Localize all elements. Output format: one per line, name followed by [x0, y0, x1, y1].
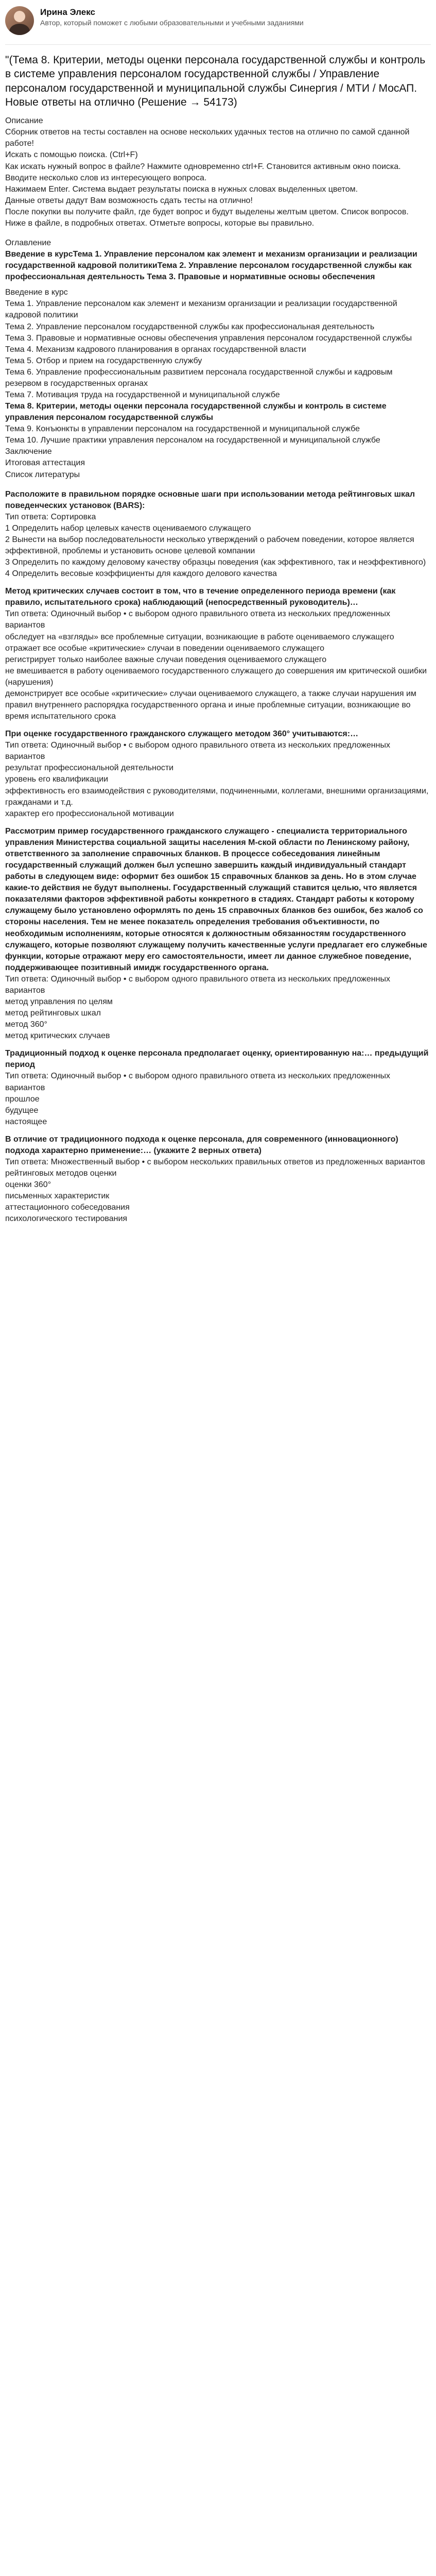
question-option: демонстрирует все особые «критические» случаи оцениваемого служащего, а также случаи нарушения им правил внутреннего распорядка государственного органа и иные проблемные ситуации, возникающие во время испытательного срока: [5, 689, 416, 721]
author-name[interactable]: Ирина Элекс: [40, 7, 95, 17]
question-item: [5, 1134, 431, 1225]
toc-section: [5, 238, 431, 481]
question-title: Расположите в правильном порядке основные шаги при использовании метода рейтинговых шкал поведенческих установок (BARS):: [5, 489, 415, 510]
toc-item: Список литературы: [5, 470, 80, 479]
toc-item-current: Тема 8. Критерии, методы оценки персонала государственной службы и контроль в системе управления персоналом государственной службы: [5, 402, 387, 422]
question-option: настоящее: [5, 1117, 47, 1126]
question-option: не вмешивается в работу оцениваемого государственного служащего до совершения им критической ошибки (нарушения): [5, 666, 427, 687]
question-title: В отличие от традиционного подхода к оценке персонала, для современного (инновационного) подхода характерно применение:… (укажите 2 верных ответа): [5, 1134, 398, 1155]
toc-item: Тема 4. Механизм кадрового планирования в органах государственной власти: [5, 345, 306, 354]
question-option: характер его профессиональной мотивации: [5, 809, 174, 818]
question-type: Тип ответа: Одиночный выбор • с выбором одного правильного ответа из нескольких предложенных вариантов: [5, 609, 390, 630]
author-description: Автор, который поможет с любыми образовательными и учебными заданиями: [40, 19, 304, 27]
question-item: [5, 586, 431, 722]
toc-item: Тема 6. Управление профессиональным развитием персонала государственной службы и кадровым резервом в государственных органах: [5, 367, 393, 388]
author-info: [40, 6, 431, 28]
question-option: будущее: [5, 1106, 39, 1115]
question-option: отражает все особые «критические» случаи в поведении оцениваемого служащего: [5, 643, 324, 653]
question-option: оценки 360°: [5, 1180, 51, 1190]
question-option: психологического тестирования: [5, 1214, 128, 1224]
question-option: метод 360°: [5, 1020, 47, 1029]
question-title: Рассмотрим пример государственного гражданского служащего - специалиста территориального управления Министерства социальной защиты населения М-ской области по Ленинскому району, ответственного за заполнение справочных бланков. В процессе собеседования линейным государственный служащий должен был успешно завершить каждый индивидуальный стандарт работы в следующем виде: оформит без ошибок 15 справочных бланков за день. Но в этом случае какие-то действия не будут выполнены. Государственный служащий ставится целью, что является показателями факторов эффективной работы конкретного в стадиях. Стандарт работы к которому служащему было установлено оформлять по день 15 справочных бланков без ошибок, без жалоб со стороны населения. Тем не менее показатель определения требования объективности, по необходимым исполнениям, которые относятся к должностным обязанностям государственного служащего, которые позволяют служащему получить качественные услуги предлагает его служебные функции, которые отражают меру его самостоятельности, имеет ли данное служебное поведение, поддерживающее позитивный имидж государственного органа.: [5, 826, 427, 972]
question-title: Метод критических случаев состоит в том, что в течение определенного периода времени (как правило, испытательного срока) наблюдающий (непосредственный руководитель)…: [5, 587, 396, 607]
toc-item: Итоговая аттестация: [5, 459, 85, 468]
description-line: После покупки вы получите файл, где будет вопрос и будут выделены желтым цветом. Список вопросов. Ниже в файле, в подробных ответах. Отметьте вопросы, которые вы правильно.: [5, 207, 409, 228]
question-item: [5, 1048, 431, 1128]
question-option: 2 Вынести на выбор последовательности несколько утверждений о рабочем поведении, которое является эффективной, проблемы и установить основе целевой компании: [5, 535, 414, 555]
toc-item: Тема 2. Управление персоналом государственной службы как профессиональная деятельность: [5, 322, 375, 331]
description-line: Данные ответы дадут Вам возможность сдать тесты на отлично!: [5, 196, 253, 205]
question-option: регистрирует только наиболее важные случаи поведения оцениваемого служащего: [5, 655, 327, 664]
question-option: метод критических случаев: [5, 1031, 110, 1041]
description-line: Как искать нужный вопрос в файле? Нажмите одновременно ctrl+F. Становится активным окно поиска. Вводите несколько слов из интересующего вопроса.: [5, 162, 401, 182]
description-line: Сборник ответов на тесты составлен на основе нескольких удачных тестов на отлично по самой сданной работе!: [5, 128, 410, 148]
question-type: Тип ответа: Одиночный выбор • с выбором одного правильного ответа из нескольких предложенных вариантов: [5, 741, 390, 761]
toc-item: Тема 10. Лучшие практики управления персоналом на государственной и муниципальной службе: [5, 436, 380, 445]
question-item: [5, 489, 431, 580]
question-option: письменных характеристик: [5, 1192, 110, 1201]
author-avatar[interactable]: [5, 6, 34, 35]
question-item: [5, 728, 431, 820]
questions-list: [5, 489, 431, 1225]
question-option: уровень его квалификации: [5, 775, 109, 784]
question-option: эффективность его взаимодействия с руководителями, подчиненными, коллегами, внешними организациями, гражданами и т.д.: [5, 786, 429, 807]
toc-item: Тема 9. Конъюнкты в управлении персоналом на государственной и муниципальной службе: [5, 425, 360, 434]
toc-item: Заключение: [5, 447, 52, 456]
question-option: рейтинговых методов оценки: [5, 1169, 117, 1178]
question-type: Тип ответа: Множественный выбор • с выбором нескольких правильных ответов из предложенных вариантов: [5, 1157, 425, 1166]
question-option: метод рейтинговых шкал: [5, 1009, 101, 1018]
question-option: 4 Определить весовые коэффициенты для каждого делового качества: [5, 569, 277, 579]
question-option: результат профессиональной деятельности: [5, 764, 174, 773]
question-option: прошлое: [5, 1094, 40, 1104]
document-title: "(Тема 8. Критерии, методы оценки персонала государственной службы и контроль в системе управления персоналом государственной службы / Управление персоналом государственной и муниципальной службы Синергия / МТИ / МосАП. Новые ответы на отлично (Решение → 54173): [5, 54, 426, 108]
toc-item: Введение в курс: [5, 288, 68, 297]
question-item: [5, 826, 431, 1042]
toc-label: Оглавление: [5, 238, 51, 247]
question-option: метод управления по целям: [5, 997, 113, 1006]
description-line: Искать с помощью поиска. (Ctrl+F): [5, 150, 138, 160]
question-type: Тип ответа: Сортировка: [5, 512, 96, 521]
author-header: [5, 4, 431, 45]
description-section: [5, 115, 431, 229]
description-label: Описание: [5, 116, 43, 126]
question-type: Тип ответа: Одиночный выбор • с выбором одного правильного ответа из нескольких предложенных вариантов: [5, 1072, 390, 1092]
question-option: 3 Определить по каждому деловому качеству образцы поведения (как эффективного, так и неэффективного): [5, 558, 426, 567]
description-line: Нажимаем Enter. Система выдает результаты поиска в нужных словах выделенных цветом.: [5, 184, 358, 194]
toc-item: Тема 1. Управление персоналом как элемент и механизм организации и реализации государственной кадровой политики: [5, 299, 397, 320]
question-option: аттестационного собеседования: [5, 1203, 130, 1212]
question-title: Традиционный подход к оценке персонала предполагает оценку, ориентированную на:… предыдущий период: [5, 1049, 429, 1070]
toc-intro: Введение в курсТема 1. Управление персоналом как элемент и механизм организации и реализации государственной кадровой политикиТема 2. Управление персоналом государственной службы как профессиональная деятельность Тема 3. Правовые и нормативные основы обеспечения: [5, 250, 417, 282]
toc-item: Тема 3. Правовые и нормативные основы обеспечения управления персоналом государственной службы: [5, 333, 412, 343]
question-option: обследует на «взгляды» все проблемные ситуации, возникающие в работе оцениваемого служащего: [5, 632, 394, 641]
toc-item: Тема 5. Отбор и прием на государственную службу: [5, 356, 202, 365]
toc-item: Тема 7. Мотивация труда на государственной и муниципальной службе: [5, 390, 280, 399]
question-type: Тип ответа: Одиночный выбор • с выбором одного правильного ответа из нескольких предложенных вариантов: [5, 974, 390, 995]
question-title: При оценке государственного гражданского служащего методом 360° учитываются:…: [5, 730, 359, 739]
question-option: 1 Определить набор целевых качеств оцениваемого служащего: [5, 523, 251, 533]
